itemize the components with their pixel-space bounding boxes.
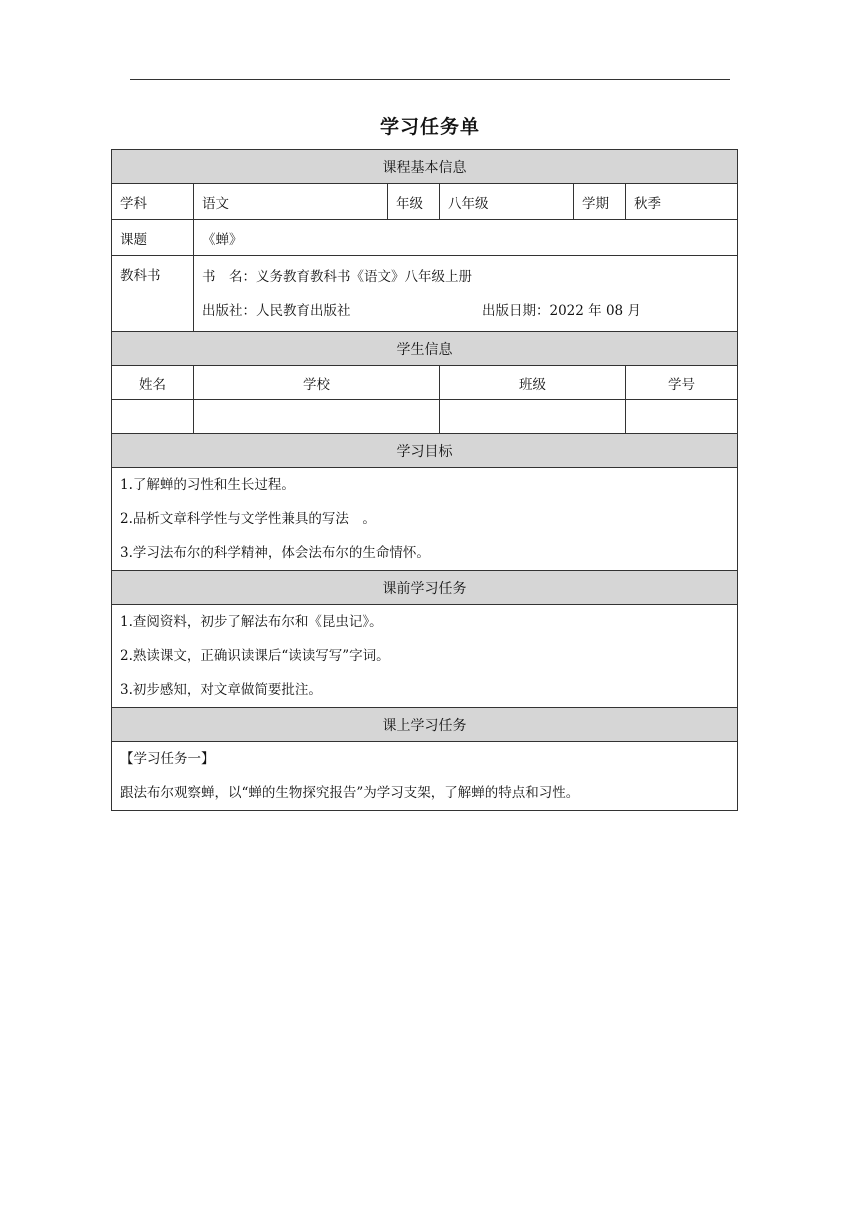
pre-class-item: 1.查阅资料，初步了解法布尔和《昆虫记》。 [120,614,383,630]
section-student-info [112,332,738,366]
pre-class-content [112,605,738,708]
pre-class-item: 3.初步感知，对文章做简要批注。 [120,682,322,698]
document-title: 学习任务单 [379,116,480,138]
header-rule [130,79,730,80]
task-sheet-table [111,149,738,811]
in-class-content [112,742,738,811]
grade-label: 年级 [388,184,440,220]
publish-date: 出版日期：2022 年 08 月 [482,302,641,319]
student-name-field[interactable] [112,400,194,434]
column-class-label: 班级 [519,376,546,393]
topic-row [112,220,738,256]
objective-item: 2.品析文章科学性与文学性兼具的写法 。 [120,511,376,527]
task-one-text: 跟法布尔观察蝉，以“蝉的生物探究报告”为学习支架，了解蝉的特点和习性。 [120,785,580,801]
in-class-row [112,742,738,811]
column-school: 学校 [194,366,440,400]
section-header-objectives: 学习目标 [112,434,738,468]
student-input-row [112,400,738,434]
objectives-content [112,468,738,571]
section-course-info [112,150,738,184]
section-in-class [112,708,738,742]
textbook-row [112,256,738,332]
task-one-title: 【学习任务一】 [120,751,215,767]
column-name: 姓名 [112,366,194,400]
column-student-id: 学号 [626,366,738,400]
section-header-in-class: 课上学习任务 [112,708,738,742]
textbook-label: 教科书 [112,256,194,332]
topic-label: 课题 [112,220,194,256]
grade-value: 八年级 [440,184,574,220]
objective-item: 1.了解蝉的习性和生长过程。 [120,477,295,493]
section-header-student-info: 学生信息 [112,332,738,366]
term-label: 学期 [574,184,626,220]
publisher: 出版社：人民教育出版社 [202,302,351,319]
textbook-name: 书 名：义务教育教科书《语文》八年级上册 [202,268,472,285]
student-school-field[interactable] [194,400,440,434]
textbook-detail [194,256,738,332]
objective-item: 3.学习法布尔的科学精神，体会法布尔的生命情怀。 [120,545,430,561]
column-class [440,366,626,400]
section-pre-class [112,571,738,605]
topic-value: 《蝉》 [194,220,738,256]
section-header-course-info: 课程基本信息 [112,150,738,184]
course-basic-row [112,184,738,220]
section-objectives [112,434,738,468]
publisher-line [202,294,729,328]
objectives-row [112,468,738,571]
student-class-field[interactable] [440,400,626,434]
subject-value: 语文 [194,184,388,220]
pre-class-row [112,605,738,708]
student-id-field[interactable] [626,400,738,434]
pre-class-item: 2.熟读课文，正确识读课后“读读写写”字词。 [120,648,390,664]
subject-label: 学科 [112,184,194,220]
section-header-pre-class: 课前学习任务 [112,571,738,605]
student-header-row [112,366,738,400]
term-value: 秋季 [626,184,738,220]
